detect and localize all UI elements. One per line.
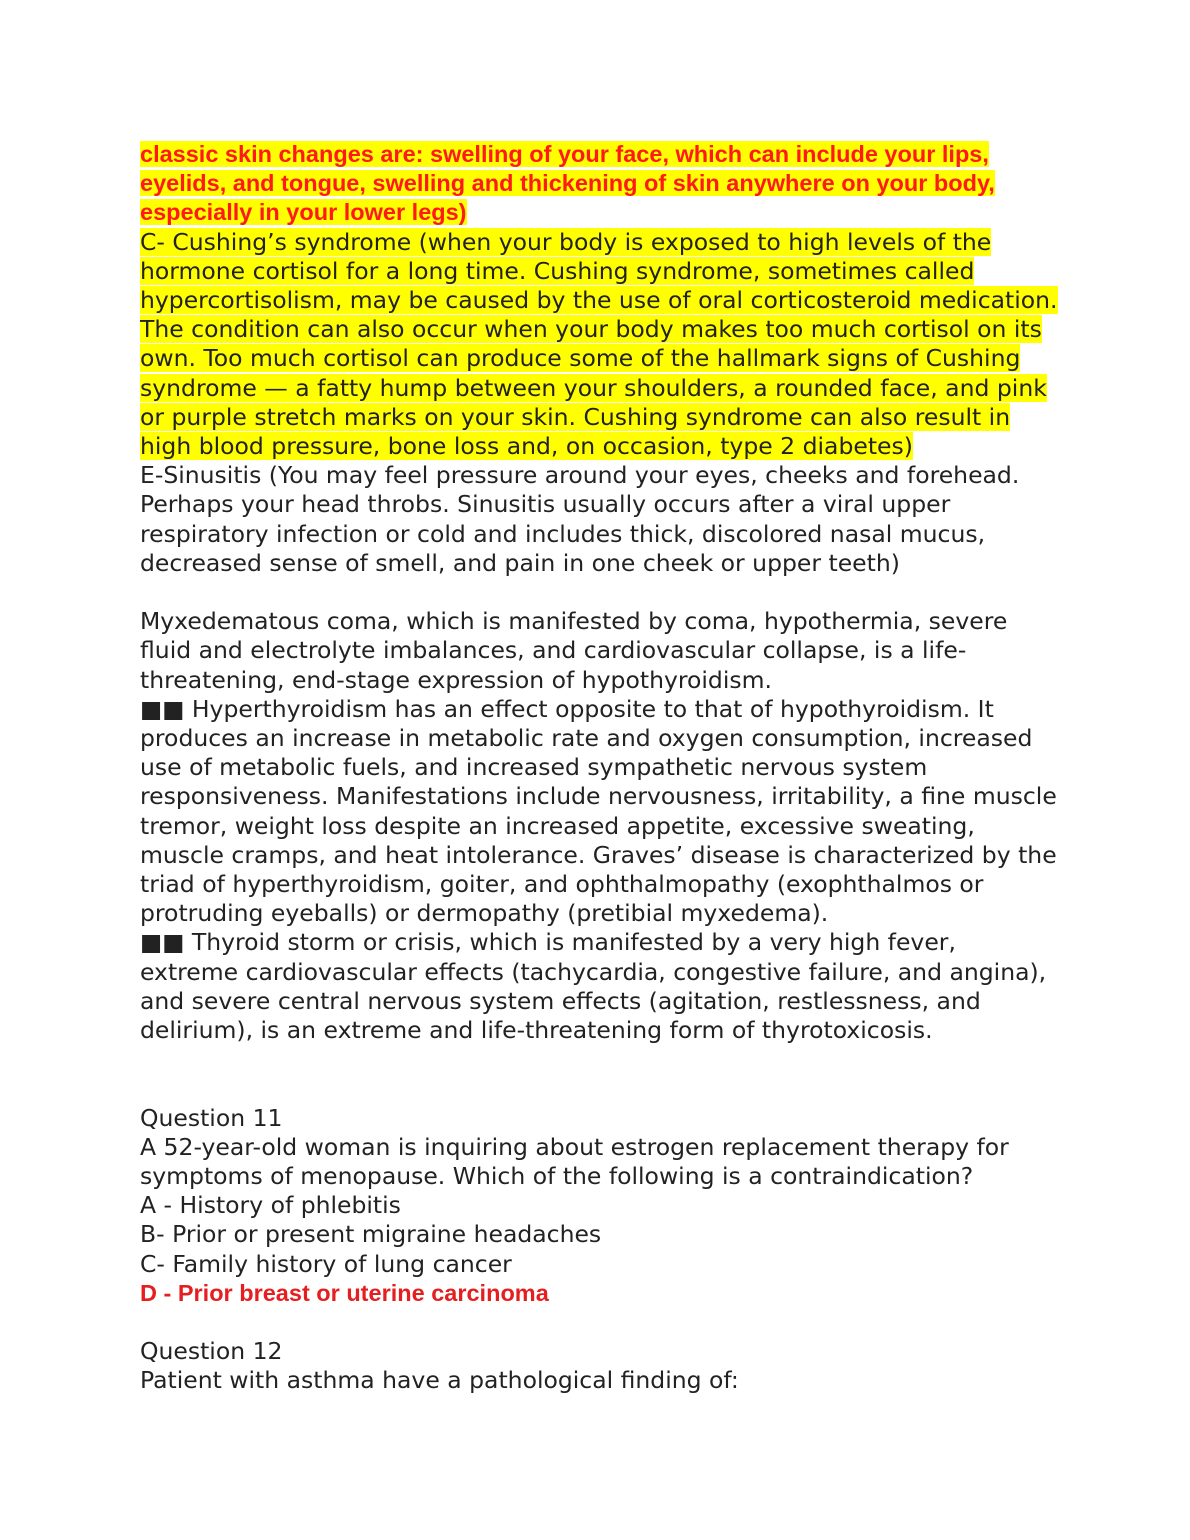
question-12 [140,1337,1060,1395]
cushing-text: C- Cushing’s syndrome (when your body is exposed to high levels of the hormone cortisol for a long time. Cushing syndrome, sometimes called hypercortisolism, may be caused by the use of oral corticosteroid medication. The condition can also occur when your body makes too much cortisol on its own. Too much cortisol can produce some of the hallmark signs of Cushing syndrome — a fatty hump between your shoulders, a rounded face, and pink or purple stretch marks on your skin. Cushing syndrome can also result in high blood pressure, bone loss and, on occasion, type 2 diabetes) [140,227,1058,461]
question-11-answer: D - Prior breast or uterine carcinoma [140,1279,549,1306]
thyroid-storm-paragraph: ■■ Thyroid storm or crisis, which is manifested by a very high fever, extreme cardiovascular effects (tachycardia, congestive failure, and angina), and severe central nervous system effects (agitation, restlessness, and delirium), is an extreme and life-threatening form of thyrotoxicosis. [140,928,1047,1045]
document-page [140,140,1060,1396]
spacer [140,1308,1060,1337]
question-11 [140,1104,1060,1308]
question-11-option-c: C- Family history of lung cancer [140,1249,512,1278]
cushing-paragraph [140,228,1060,462]
question-12-title: Question 12 [140,1337,283,1366]
spacer [140,1045,1060,1103]
hyperthyroidism-paragraph: ■■ Hyperthyroidism has an effect opposite to that of hypothyroidism. It produces an increase in metabolic rate and oxygen consumption, increased use of metabolic fuels, and increased sympathetic nervous system responsiveness. Manifestations include nervousness, irritability, a fine muscle tremor, weight loss despite an increased appetite, excessive sweating, muscle cramps, and heat intolerance. Graves’ disease is characterized by the triad of hyperthyroidism, goiter, and ophthalmopathy (exophthalmos or protruding eyeballs) or dermopathy (pretibial myxedema). [140,694,1057,928]
spacer [140,578,1060,607]
myxedema-paragraph: Myxedematous coma, which is manifested by coma, hypothermia, severe fluid and electrolyte imbalances, and cardiovascular collapse, is a life-threatening, end-stage expression of hypothyroidism. [140,607,1008,694]
highlighted-intro-paragraph [140,140,1060,228]
question-11-option-b: B- Prior or present migraine headaches [140,1220,602,1249]
question-11-title: Question 11 [140,1103,283,1132]
question-12-prompt: Patient with asthma have a pathological finding of: [140,1366,739,1395]
question-11-option-a: A - History of phlebitis [140,1191,401,1220]
sinusitis-paragraph: E-Sinusitis (You may feel pressure around your eyes, cheeks and forehead. Perhaps your head throbs. Sinusitis usually occurs after a viral upper respiratory infection or cold and includes thick, discolored nasal mucus, decreased sense of smell, and pain in one cheek or upper teeth) [140,461,1020,577]
highlighted-intro-text: classic skin changes are: swelling of your face, which can include your lips, eyelids, and tongue, swelling and thickening of skin anywhere on your body, especially in your lower legs) [140,141,995,226]
question-11-prompt: A 52-year-old woman is inquiring about estrogen replacement therapy for symptoms of menopause. Which of the following is a contraindication? [140,1132,1009,1191]
